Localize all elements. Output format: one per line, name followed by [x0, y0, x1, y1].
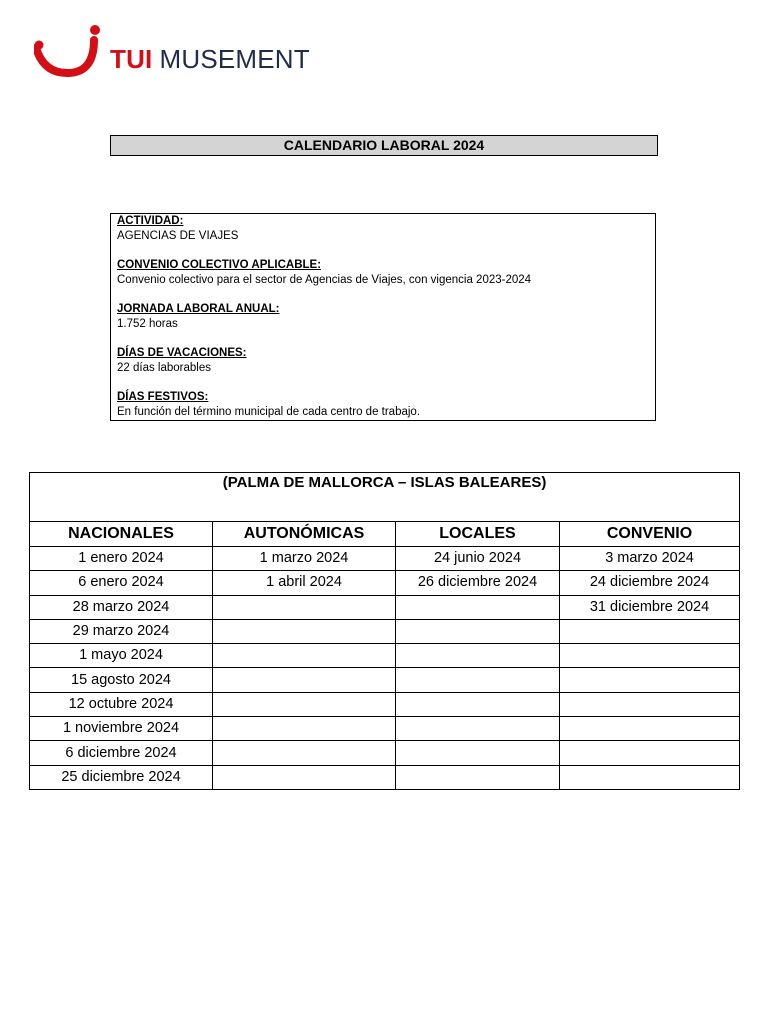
column-header-convenio: CONVENIO [560, 522, 740, 547]
table-row [30, 668, 740, 692]
info-box [110, 213, 656, 421]
info-value: 1.752 horas [117, 318, 178, 330]
table-cell [560, 765, 740, 789]
table-cell [560, 741, 740, 765]
table-cell [560, 692, 740, 716]
table-cell [396, 717, 560, 741]
table-cell [396, 765, 560, 789]
table-cell: 26 diciembre 2024 [396, 571, 560, 595]
table-cell [560, 644, 740, 668]
column-header-locales: LOCALES [396, 522, 560, 547]
info-activity [117, 214, 655, 244]
table-cell: 12 octubre 2024 [30, 692, 213, 716]
logo-wordmark [110, 44, 310, 74]
table-cell: 24 diciembre 2024 [560, 571, 740, 595]
info-value: 22 días laborables [117, 362, 211, 374]
table-row [30, 547, 740, 571]
table-row [30, 741, 740, 765]
table-cell [396, 595, 560, 619]
table-cell [396, 668, 560, 692]
table-cell: 15 agosto 2024 [30, 668, 213, 692]
table-cell [396, 644, 560, 668]
table-cell [213, 741, 396, 765]
table-cell [560, 717, 740, 741]
table-row [30, 644, 740, 668]
table-cell: 29 marzo 2024 [30, 619, 213, 643]
holiday-calendar-table [29, 472, 740, 790]
table-cell: 25 diciembre 2024 [30, 765, 213, 789]
table-cell [213, 717, 396, 741]
tui-smile-logo-icon [34, 24, 100, 78]
table-cell: 31 diciembre 2024 [560, 595, 740, 619]
table-cell [560, 619, 740, 643]
info-value: Convenio colectivo para el sector de Agencias de Viajes, con vigencia 2023-2024 [117, 274, 532, 286]
logo-brand: TUI [110, 44, 153, 74]
region-row [30, 473, 740, 522]
table-cell [213, 595, 396, 619]
table-cell: 1 noviembre 2024 [30, 717, 213, 741]
page-title: CALENDARIO LABORAL 2024 [110, 135, 658, 156]
table-cell: 6 diciembre 2024 [30, 741, 213, 765]
table-cell: 24 junio 2024 [396, 547, 560, 571]
table-cell [213, 692, 396, 716]
column-header-nacionales: NACIONALES [30, 522, 213, 547]
table-row [30, 571, 740, 595]
table-row [30, 595, 740, 619]
info-value: En función del término municipal de cada centro de trabajo. [117, 406, 421, 418]
info-label: DÍAS DE VACACIONES: [117, 347, 247, 359]
table-cell: 6 enero 2024 [30, 571, 213, 595]
table-row [30, 692, 740, 716]
table-cell: 1 marzo 2024 [213, 547, 396, 571]
table-cell [396, 619, 560, 643]
info-vacation-days [117, 346, 655, 376]
table-cell: 1 mayo 2024 [30, 644, 213, 668]
info-label: ACTIVIDAD: [117, 215, 184, 227]
table-cell [560, 668, 740, 692]
column-header-autonomicas: AUTONÓMICAS [213, 522, 396, 547]
table-cell [213, 619, 396, 643]
table-cell [213, 644, 396, 668]
table-cell [396, 692, 560, 716]
table-row [30, 619, 740, 643]
info-value: AGENCIAS DE VIAJES [117, 230, 239, 242]
table-row [30, 765, 740, 789]
table-cell: 1 enero 2024 [30, 547, 213, 571]
info-holidays [117, 390, 655, 420]
info-label: DÍAS FESTIVOS: [117, 391, 209, 403]
info-annual-hours [117, 302, 655, 332]
table-cell [213, 668, 396, 692]
calendar-body [30, 547, 740, 790]
table-cell [213, 765, 396, 789]
table-cell: 3 marzo 2024 [560, 547, 740, 571]
info-label: JORNADA LABORAL ANUAL: [117, 303, 280, 315]
table-cell [396, 741, 560, 765]
table-row [30, 717, 740, 741]
info-agreement [117, 258, 655, 288]
region-title: (PALMA DE MALLORCA – ISLAS BALEARES) [30, 473, 740, 522]
info-label: CONVENIO COLECTIVO APLICABLE: [117, 259, 322, 271]
header-row [30, 522, 740, 547]
logo-name: MUSEMENT [159, 44, 310, 74]
table-cell: 28 marzo 2024 [30, 595, 213, 619]
table-cell: 1 abril 2024 [213, 571, 396, 595]
